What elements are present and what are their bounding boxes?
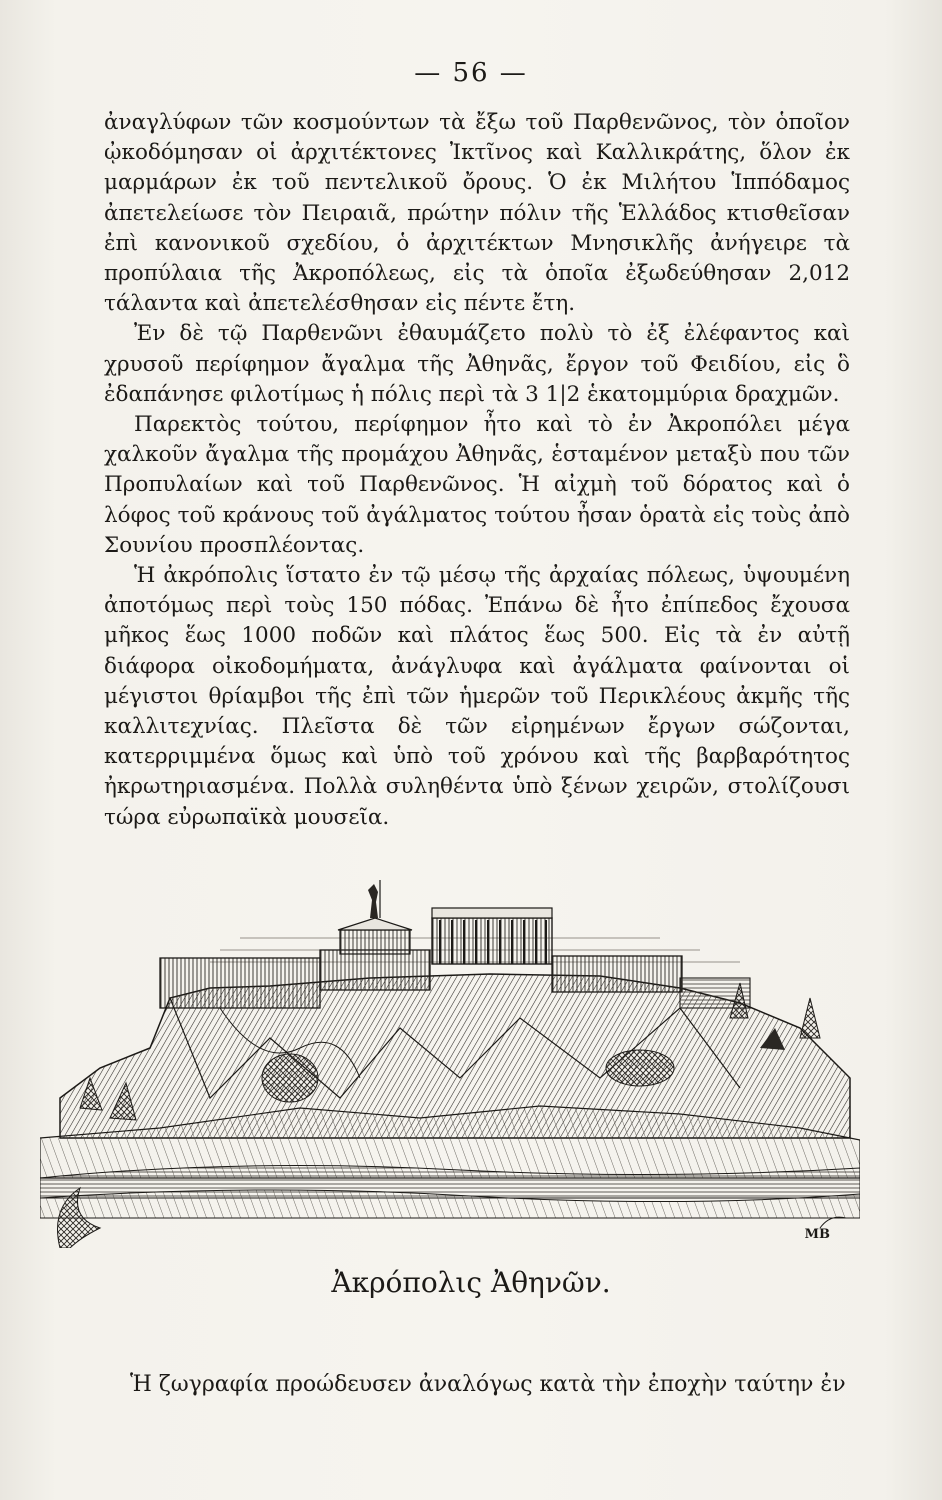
- page-number: — 56 —: [414, 58, 528, 88]
- continued-text: Ἡ ζωγραφία προώδευσεν ἀναλόγως κατὰ τὴν ἐποχὴν ταύτην ἐν: [130, 1372, 846, 1397]
- illustration-caption: Ἀκρόπολις Ἀθηνῶν.: [331, 1266, 611, 1299]
- paragraph: ἀναγλύφων τῶν κοσμούντων τὰ ἔξω τοῦ Παρθενῶνος, τὸν ὁποῖον ᾠκοδόμησαν οἱ ἀρχιτέκτονες Ἰκτῖνος καὶ Καλλικράτης, ὅλον ἐκ μαρμάρων ἐκ τοῦ πεντελικοῦ ὄρους. Ὁ ἐκ Μιλήτου Ἱππόδαμος ἀπετελείωσε τὸν Πειραιᾶ, πρώτην πόλιν τῆς Ἑλλάδος κτισθεῖσαν ἐπὶ κανονικοῦ σχεδίου, ὁ ἀρχιτέκτων Μνησικλῆς ἀνήγειρε τὰ προπύλαια τῆς Ἀκροπόλεως, εἰς τὰ ὁποῖα ἐξωδεύθησαν 2,012 τάλαντα καὶ ἀπετελέσθησαν εἰς πέντε ἔτη.: [104, 110, 850, 317]
- fortification-wall: [160, 958, 320, 1008]
- paragraph: Παρεκτὸς τούτου, περίφημον ἦτο καὶ τὸ ἐν Ἀκροπόλει μέγα χαλκοῦν ἄγαλμα τῆς προμάχου Ἀθηνᾶς, ἑσταμένον μεταξὺ που τῶν Προπυλαίων καὶ τοῦ Παρθενῶνος. Ἡ αἰχμὴ τοῦ δόρατος καὶ ὁ λόφος τοῦ κράνους τοῦ ἀγάλματος τούτου ἦσαν ὁρατὰ εἰς τοὺς ἀπὸ Σουνίου προσπλέοντας.: [104, 412, 850, 558]
- parthenon: [432, 918, 552, 964]
- athena-statue: [368, 884, 378, 918]
- engraver-signature: MB: [804, 1227, 830, 1242]
- propylaea: [340, 930, 410, 954]
- acropolis-engraving: [40, 878, 860, 1248]
- paragraph: Ἡ ἀκρόπολις ἵστατο ἐν τῷ μέσῳ τῆς ἀρχαίας πόλεως, ὑψουμένη ἀποτόμως περὶ τοὺς 150 πόδας. Ἐπάνω δὲ ἦτο ἐπίπεδος ἔχουσα μῆκος ἕως 1000 ποδῶν καὶ πλάτος ἕως 500. Εἰς τὰ ἐν αὐτῇ διάφορα οἰκοδομήματα, ἀνάγλυφα καὶ ἀγάλματα φαίνονται οἱ μέγιστοι θρίαμβοι τῆς ἐπὶ τῶν ἡμερῶν τοῦ Περικλέους ἀκμῆς τῆς καλλιτεχνίας. Πλεῖστα δὲ τῶν εἰρημένων ἔργων σώζονται, κατερριμμένα ὅμως καὶ ὑπὸ τοῦ χρόνου καὶ τῆς βαρβαρότητος ἠκρωτηριασμένα. Πολλὰ συληθέντα ὑπὸ ξένων χειρῶν, στολίζουσι τώρα εὐρωπαϊκὰ μουσεῖα.: [104, 563, 850, 830]
- body-text: [104, 108, 850, 833]
- paragraph: Ἐν δὲ τῷ Παρθενῶνι ἐθαυμάζετο πολὺ τὸ ἐξ ἐλέφαντος καὶ χρυσοῦ περίφημον ἄγαλμα τῆς Ἀθηνᾶς, ἔργον τοῦ Φειδίου, εἰς ὃ ἐδαπάνησε φιλοτίμως ἡ πόλις περὶ τὰ 3 1|2 ἑκατομμύρια δραχμῶν.: [104, 321, 850, 407]
